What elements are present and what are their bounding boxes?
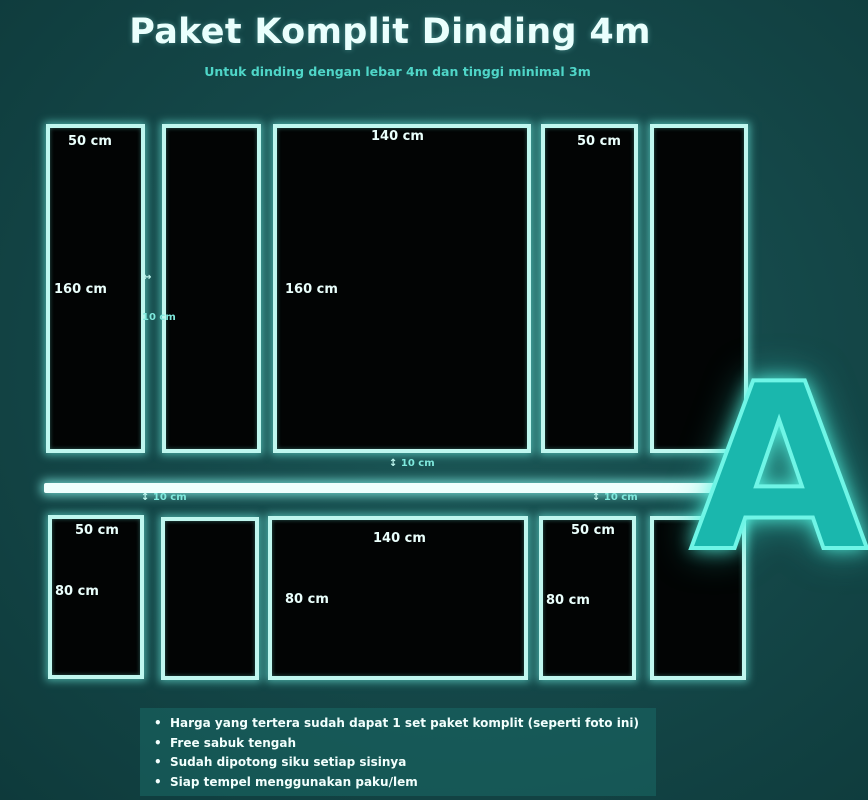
top-panel-3-width-label: 140 cm (371, 129, 424, 144)
page-title: Paket Komplit Dinding 4m (129, 12, 651, 52)
bottom-panel-1-height-label: 80 cm (55, 584, 99, 599)
gap-above-belt-label: 10 cm (400, 458, 435, 469)
bottom-panel-3-width-label: 140 cm (373, 531, 426, 546)
double-arrow-vertical-icon: ↕ (389, 458, 398, 469)
feature-item: • Sudah dipotong siku setiap sisinya (170, 753, 656, 773)
feature-item: • Free sabuk tengah (170, 734, 656, 754)
double-arrow-horizontal-icon: ↔ (143, 272, 152, 283)
top-panel-4-width-label: 50 cm (577, 134, 621, 149)
top-panel-4 (541, 124, 638, 453)
top-panel-2 (162, 124, 261, 453)
feature-item: • Harga yang tertera sudah dapat 1 set paket komplit (seperti foto ini) (170, 714, 656, 734)
gap-below-belt-right-label: 10 cm (603, 492, 638, 503)
double-arrow-vertical-icon: ↕ (141, 492, 150, 503)
double-arrow-vertical-icon: ↕ (592, 492, 601, 503)
gap-below-belt-left-marker (141, 492, 187, 503)
feature-item: • Siap tempel menggunakan paku/lem (170, 773, 656, 793)
gap-below-belt-left-label: 10 cm (152, 492, 187, 503)
bottom-panel-3-height-label: 80 cm (285, 592, 329, 607)
top-panel-1-height-label: 160 cm (54, 282, 107, 297)
page-subtitle: Untuk dinding dengan lebar 4m dan tinggi minimal 3m (204, 64, 591, 79)
features-list (140, 708, 656, 792)
top-panel-3-height-label: 160 cm (285, 282, 338, 297)
bottom-panel-4-width-label: 50 cm (571, 523, 615, 538)
gap-between-panels-label: 10 cm (142, 312, 176, 323)
gap-below-belt-right-marker (592, 492, 638, 503)
gap-above-belt-marker (389, 458, 435, 469)
brand-letter-logo: A (690, 336, 868, 603)
bottom-panel-4-height-label: 80 cm (546, 593, 590, 608)
top-panel-1-width-label: 50 cm (68, 134, 112, 149)
bottom-panel-1-width-label: 50 cm (75, 523, 119, 538)
bottom-panel-2 (161, 517, 259, 680)
features-box (140, 708, 656, 796)
gap-marker-horizontal (143, 272, 151, 283)
